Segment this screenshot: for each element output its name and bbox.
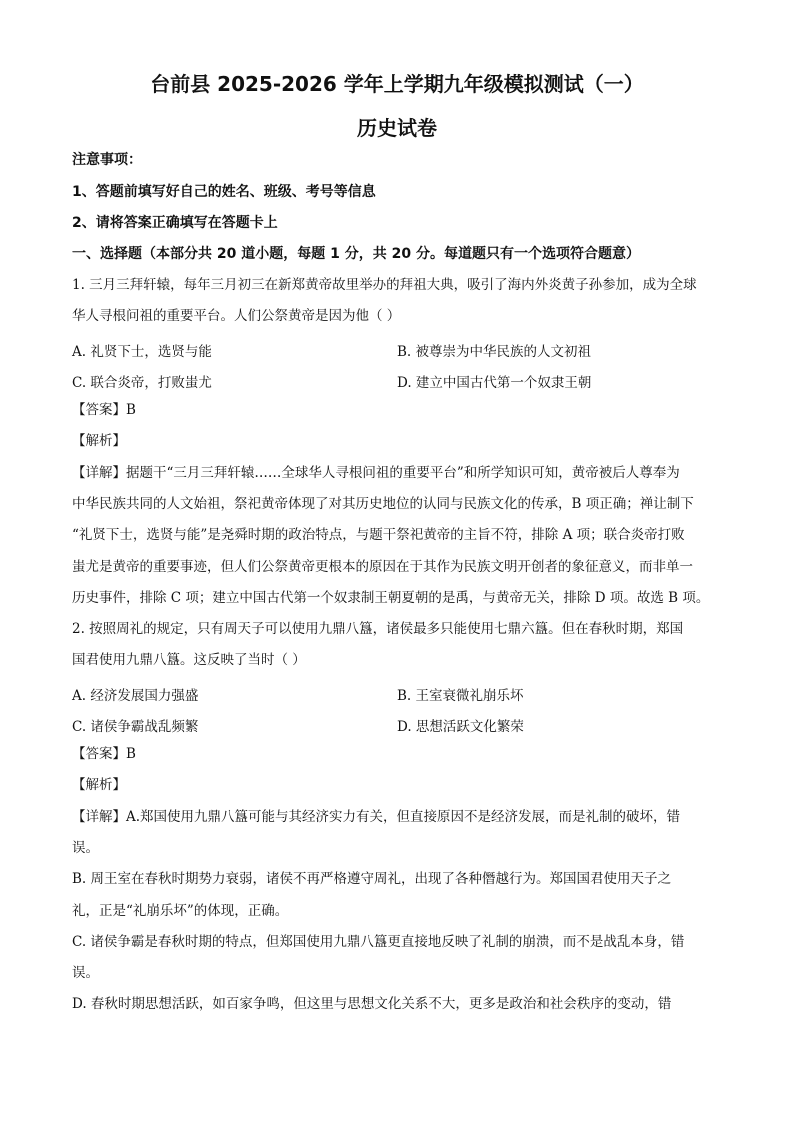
q2-detail-b-line1: B. 周王室在春秋时期势力衰弱，诸侯不再严格遵守周礼，出现了各种僭越行为。郑国国君使用天子之 xyxy=(72,871,672,887)
q2-detail-c-line2: 误。 xyxy=(72,965,99,981)
q1-option-d: D. 建立中国古代第一个奴隶王朝 xyxy=(397,375,592,391)
page-title: 台前县 2025-2026 学年上学期九年级模拟测试（一） xyxy=(150,72,644,96)
q1-option-a: A. 礼贤下士，选贤与能 xyxy=(72,344,212,360)
q2-option-d: D. 思想活跃文化繁荣 xyxy=(397,719,524,735)
q1-option-b: B. 被尊崇为中华民族的人文初祖 xyxy=(397,344,592,360)
q2-stem-line2: 国君使用九鼎八簋。这反映了当时（ ） xyxy=(72,652,306,668)
q2-detail-a-line2: 误。 xyxy=(72,840,99,856)
notice-item-1: 1、答题前填写好自己的姓名、班级、考号等信息 xyxy=(72,184,376,200)
q1-detail-line1: 【详解】据题干“三月三拜轩辕……全球华人寻根问祖的重要平台”和所学知识可知，黄帝被后人尊奉为 xyxy=(72,465,680,481)
q1-detail-line4: 蚩尤是黄帝的重要事迹，但人们公祭黄帝更根本的原因在于其作为民族文明开创者的象征意义，而非单一 xyxy=(72,559,693,575)
q2-analysis-label: 【解析】 xyxy=(72,777,126,793)
q2-option-a: A. 经济发展国力强盛 xyxy=(72,688,199,704)
section-heading: 一、选择题（本部分共 20 道小题，每题 1 分，共 20 分。每道题只有一个选项符合题意） xyxy=(72,246,640,262)
notice-item-2: 2、请将答案正确填写在答题卡上 xyxy=(72,215,278,231)
notice-heading: 注意事项： xyxy=(72,152,142,168)
q2-detail-b-line2: 礼，正是“礼崩乐坏”的体现，正确。 xyxy=(72,903,289,919)
q1-answer: 【答案】B xyxy=(72,402,136,418)
q1-option-c: C. 联合炎帝，打败蚩尤 xyxy=(72,375,212,391)
q1-detail-line3: “礼贤下士，选贤与能”是尧舜时期的政治特点，与题干祭祀黄帝的主旨不符，排除 A 项；联合炎帝打败 xyxy=(72,527,685,543)
q1-stem-line1: 1. 三月三拜轩辕，每年三月初三在新郑黄帝故里举办的拜祖大典，吸引了海内外炎黄子孙参加，成为全球 xyxy=(72,277,697,293)
q1-analysis-label: 【解析】 xyxy=(72,433,126,449)
q1-detail-line5: 历史事件，排除 C 项；建立中国古代第一个奴隶制王朝夏朝的是禹，与黄帝无关，排除 D 项。故选 B 项。 xyxy=(72,590,710,606)
q2-stem-line1: 2. 按照周礼的规定，只有周天子可以使用九鼎八簋，诸侯最多只能使用七鼎六簋。但在春秋时期，郑国 xyxy=(72,621,684,637)
q1-stem-line2: 华人寻根问祖的重要平台。人们公祭黄帝是因为他（ ） xyxy=(72,308,401,324)
q1-detail-line2: 中华民族共同的人文始祖，祭祀黄帝体现了对其历史地位的认同与民族文化的传承，B 项正确；禅让制下 xyxy=(72,496,694,512)
q2-answer: 【答案】B xyxy=(72,746,136,762)
q2-option-b: B. 王室衰微礼崩乐坏 xyxy=(397,688,524,704)
q2-detail-d-line1: D. 春秋时期思想活跃，如百家争鸣，但这里与思想文化关系不大，更多是政治和社会秩序的变动，错 xyxy=(72,996,672,1012)
page-subtitle: 历史试卷 xyxy=(357,116,437,140)
q2-detail-a-line1: 【详解】A.郑国使用九鼎八簋可能与其经济实力有关，但直接原因不是经济发展，而是礼制的破坏，错 xyxy=(72,809,681,825)
q2-detail-c-line1: C. 诸侯争霸是春秋时期的特点，但郑国使用九鼎八簋更直接地反映了礼制的崩溃，而不是战乱本身，错 xyxy=(72,934,685,950)
q2-option-c: C. 诸侯争霸战乱频繁 xyxy=(72,719,199,735)
